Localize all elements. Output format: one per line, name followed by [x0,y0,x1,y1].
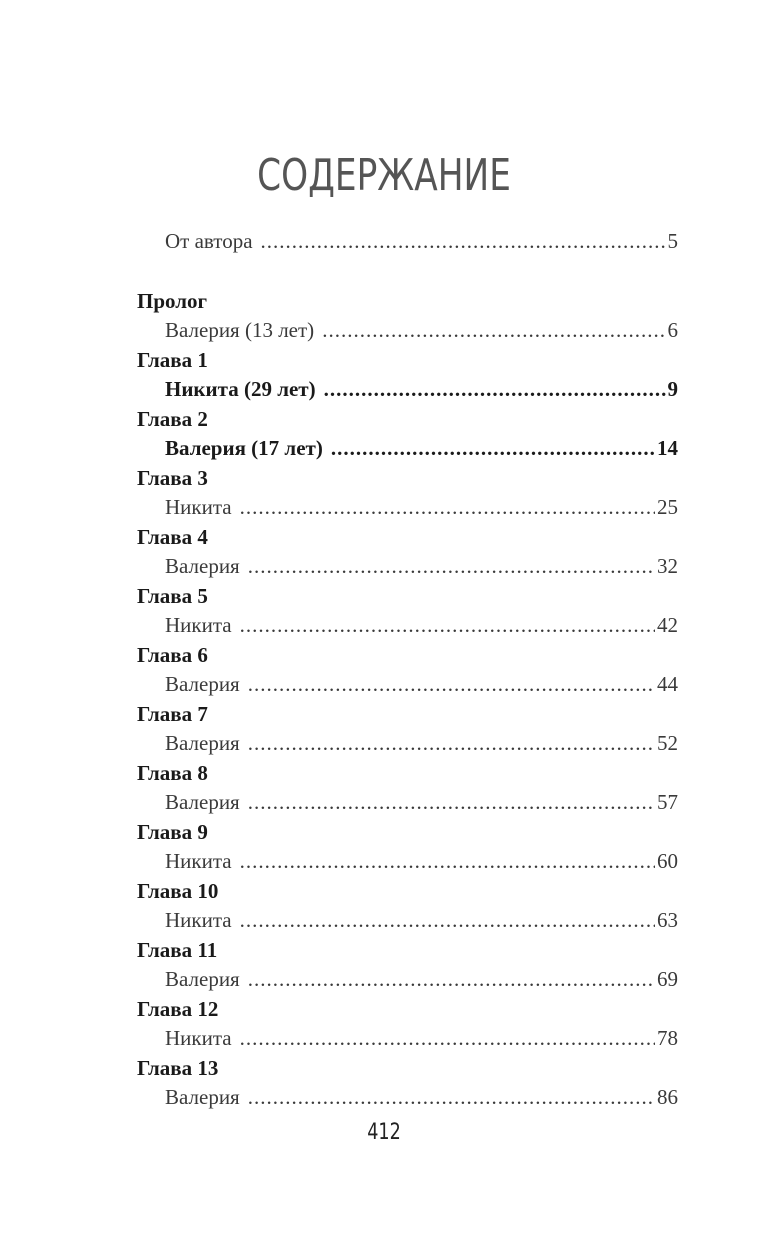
toc-entry[interactable] [137,906,678,936]
chapter-heading: Глава 9 [137,819,208,844]
chapter-heading: Глава 12 [137,996,219,1021]
toc-page-number: 5 [667,229,678,253]
page-title: СОДЕРЖАНИЕ [257,150,511,201]
toc-entry-label: Никита [165,1026,232,1050]
toc-page-number: 60 [657,849,678,873]
toc-entry-label: Валерия (13 лет) [165,318,315,342]
chapter-heading: Глава 7 [137,701,208,726]
chapter-heading: Глава 11 [137,937,218,962]
toc-entry[interactable] [137,375,678,405]
toc-page-number: 42 [657,613,678,637]
toc-entry-label: Никита (29 лет) [165,377,316,401]
toc-sections [137,287,678,1113]
toc-page-number: 25 [657,495,678,519]
dot-leader [322,316,665,346]
page-number: 412 [367,1120,401,1145]
toc-entry-label: Валерия [165,967,240,991]
dot-leader [248,552,655,582]
dot-leader [240,847,655,877]
dot-leader [248,788,655,818]
chapter-heading: Глава 13 [137,1055,219,1080]
toc-page-number: 32 [657,554,678,578]
toc-entry[interactable] [137,316,678,346]
toc-page-number: 69 [657,967,678,991]
toc-entry[interactable] [137,1024,678,1054]
chapter-heading: Глава 5 [137,583,208,608]
chapter-heading: Глава 1 [137,347,208,372]
toc-entry[interactable] [137,729,678,759]
toc-entry[interactable] [137,1083,678,1113]
toc-entry-intro[interactable] [137,227,678,257]
dot-leader [248,729,655,759]
dot-leader [240,611,655,641]
toc-entry-label: От автора [165,229,253,253]
toc-entry[interactable] [137,611,678,641]
dot-leader [248,1083,655,1113]
toc-entry[interactable] [137,847,678,877]
toc-entry-label: Никита [165,849,232,873]
dot-leader [261,227,666,257]
dot-leader [331,434,655,464]
dot-leader [324,375,666,405]
toc-entry-label: Валерия [165,731,240,755]
toc-entry-label: Валерия [165,672,240,696]
toc-page-number: 14 [657,436,678,460]
chapter-heading: Глава 4 [137,524,208,549]
toc-entry-label: Валерия [165,790,240,814]
toc-page-number: 9 [667,377,678,401]
chapter-heading: Пролог [137,288,208,313]
toc-page-number: 6 [667,318,678,342]
toc-page-number: 63 [657,908,678,932]
chapter-heading: Глава 2 [137,406,208,431]
toc-entry-label: Никита [165,908,232,932]
toc-entry[interactable] [137,788,678,818]
dot-leader [240,1024,655,1054]
chapter-heading: Глава 3 [137,465,208,490]
chapter-heading: Глава 8 [137,760,208,785]
toc-entry-label: Валерия (17 лет) [165,436,323,460]
dot-leader [248,670,655,700]
toc-entry-label: Никита [165,613,232,637]
table-of-contents [137,227,678,1113]
toc-entry[interactable] [137,434,678,464]
chapter-heading: Глава 10 [137,878,219,903]
dot-leader [248,965,655,995]
toc-page-number: 86 [657,1085,678,1109]
toc-page-number: 57 [657,790,678,814]
dot-leader [240,493,655,523]
toc-page-number: 52 [657,731,678,755]
toc-entry-label: Никита [165,495,232,519]
chapter-heading: Глава 6 [137,642,208,667]
toc-page-number: 78 [657,1026,678,1050]
toc-entry-label: Валерия [165,554,240,578]
toc-entry[interactable] [137,493,678,523]
toc-entry[interactable] [137,965,678,995]
dot-leader [240,906,655,936]
toc-entry[interactable] [137,552,678,582]
spacer [137,257,678,287]
toc-entry-label: Валерия [165,1085,240,1109]
toc-page-number: 44 [657,672,678,696]
toc-entry[interactable] [137,670,678,700]
